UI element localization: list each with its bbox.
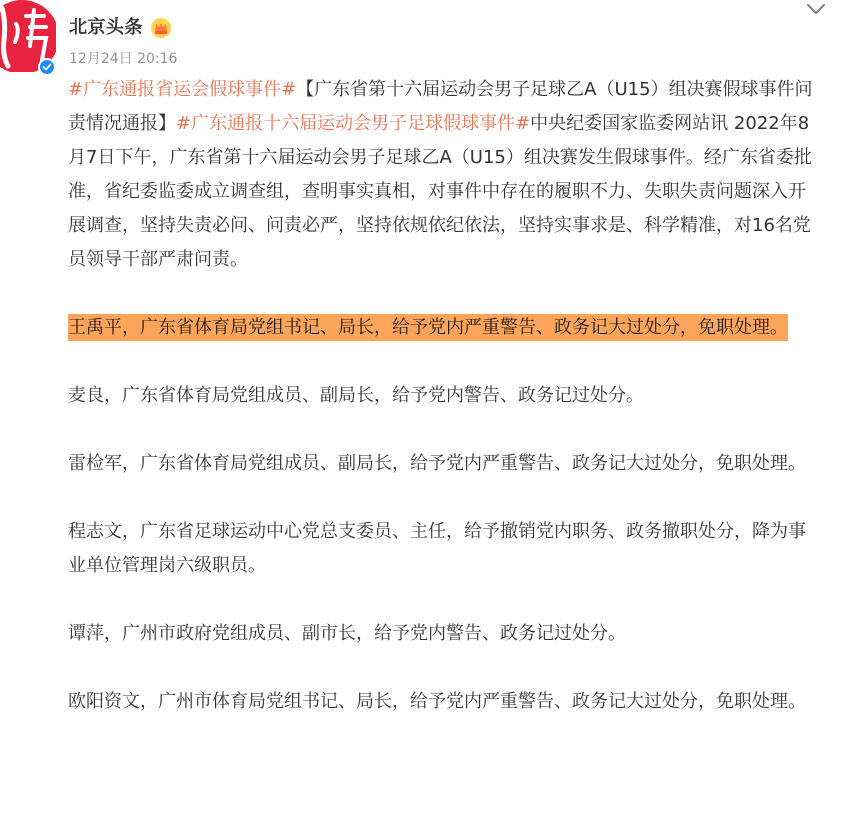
- highlighted-text: 王禹平，广东省体育局党组书记、局长，给予党内严重警告、政务记大过处分，免职处理。: [68, 314, 788, 341]
- list-item: 麦良，广东省体育局党组成员、副局长，给予党内警告、政务记过处分。: [68, 385, 644, 406]
- paragraph-gap: [68, 345, 818, 379]
- username[interactable]: 北京头条: [69, 17, 143, 38]
- post-timestamp[interactable]: 12月24日 20:16: [69, 51, 178, 67]
- avatar[interactable]: [0, 0, 56, 72]
- hashtag-link[interactable]: #广东通报十六届运动会男子足球假球事件#: [176, 113, 531, 134]
- list-item: [68, 311, 818, 345]
- crown-icon[interactable]: [150, 17, 172, 39]
- list-item: 雷检军，广东省体育局党组成员、副局长，给予党内严重警告、政务记大过处分，免职处理。: [68, 453, 806, 474]
- chevron-down-icon[interactable]: [804, 0, 828, 18]
- intro-text: 中央纪委国家监委网站讯 2022年8月7日下午，广东省第十六届运动会男子足球乙A（U15）组决赛发生假球事件。经广东省委批准，省纪委监委成立调查组，查明事实真相，对事件中存在的履职不力、失职失责问题深入开展调查，坚持失责必问、问责必严，坚持依规依纪依法，坚持实事求是、科学精准，对16名党员领导干部严肃问责。: [68, 113, 812, 270]
- paragraph-gap: [68, 481, 818, 515]
- verified-icon: [38, 58, 56, 76]
- list-item: 欧阳资文，广州市体育局党组书记、局长，给予党内严重警告、政务记大过处分，免职处理。: [68, 691, 806, 712]
- list-item: 程志文，广东省足球运动中心党总支委员、主任，给予撤销党内职务、政务撤职处分，降为事业单位管理岗六级职员。: [68, 521, 806, 576]
- paragraph-gap: [68, 277, 818, 311]
- paragraph-gap: [68, 651, 818, 685]
- post-header: [0, 0, 841, 80]
- intro-text: 【广东省第十六届运动会男子足球乙A（U15）组决赛假球事件问责情况通报】: [68, 79, 813, 134]
- post-intro: [68, 73, 818, 277]
- paragraph-gap: [68, 583, 818, 617]
- hashtag-link[interactable]: #广东通报省运会假球事件#: [68, 79, 297, 100]
- list-item: 谭萍，广州市政府党组成员、副市长，给予党内警告、政务记过处分。: [68, 623, 626, 644]
- paragraph-gap: [68, 413, 818, 447]
- post-content: [68, 73, 818, 719]
